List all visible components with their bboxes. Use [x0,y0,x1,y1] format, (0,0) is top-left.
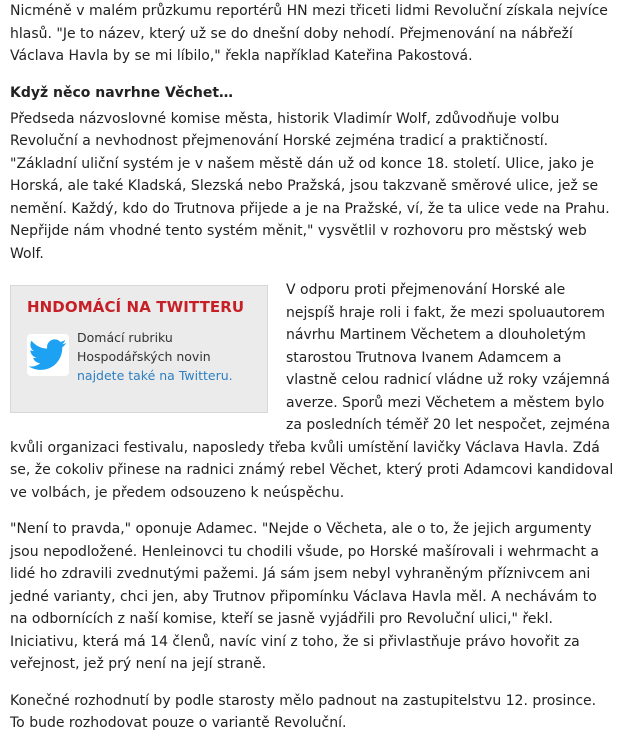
twitter-bird-icon[interactable] [27,334,69,376]
promo-body [27,328,255,385]
article-paragraph-2: Předseda názvoslovné komise města, historik Vladimír Wolf, zdůvodňuje volbu Revoluční a nevhodnost přejmenování Horské zejména tradicí a praktičností. "Základní uliční systém je v našem městě dán už od konce 18. století. Ulice, jako je Horská, ale také Kladská, Slezská nebo Pražská, jsou takzvaně směrové ulice, jež se nemění. Každý, kdo do Trutnova přijede a je na Pražské, ví, že ta ulice vede na Prahu. Nepřijde nám vhodné tento systém měnit," vysvětlil v rozhovoru pro městský web Wolf. [10,110,610,262]
promo-description: Domácí rubriku Hospodářských novin [77,330,211,364]
subheading: Když něco navrhne Věchet… [10,84,234,101]
article-paragraph-5: Konečné rozhodnutí by podle starosty mělo padnout na zastupitelstvu 12. prosince. To bude rozhodovat pouze o variantě Revoluční. [10,692,597,731]
article-paragraph-3: V odporu proti přejmenování Horské ale nejspíš hraje roli i fakt, že mezi spoluautorem návrhu Martinem Věchetem a dlouholetým starostou Trutnova Ivanem Adamcem a vlastně celou radnicí vládne už roky vzájemná averze. Sporů mezi Věchetem a městem bylo za posledních téměř 20 let nespočet, zejména kvůli organizaci festivalu, naposledy třeba kvůli umístění lavičky Václava Havla. Zdá se, že cokoliv přinese na radnici známý rebel Věchet, který proti Adamcovi kandidoval ve volbách, je předem odsouzeno k neúspěchu. [10,282,614,501]
promo-title: HNDOMÁCÍ NA TWITTERU [27,298,245,316]
twitter-bird-svg [29,339,67,371]
article-paragraph-4: "Není to pravda," oponuje Adamec. "Nejde o Věcheta, ale o to, že jejich argumenty jsou nepodložené. Henleinovci tu chodili všude, po Horské mašírovali i wehrmacht a lidé ho zdravili zvednutými pažemi. Já sám jsem nebyl vyhraněným příznivcem ani jedné varianty, chci jen, aby Trutnov připomínku Václava Havla měl. A nechávám to na odbornících z naší komise, kteří se jasně vyjádřili pro Revoluční ulici," řekl. Iniciativu, která má 14 členů, navíc viní z toho, že si přivlastňuje právo hovořit za veřejnost, jež prý není na její straně. [10,521,599,672]
promo-text [77,328,255,385]
promo-twitter-link[interactable]: najdete také na Twitteru. [77,368,233,383]
article-paragraph-1: Nicméně v malém průzkumu reportérů HN mezi třiceti lidmi Revoluční získala nejvíce hlasů. "Je to název, který už se do dnešní doby nehodí. Přejmenování na nábřeží Václava Havla by se mi líbilo," řekla například Kateřina Pakostová. [10,3,608,64]
twitter-promo-box[interactable] [10,285,268,413]
